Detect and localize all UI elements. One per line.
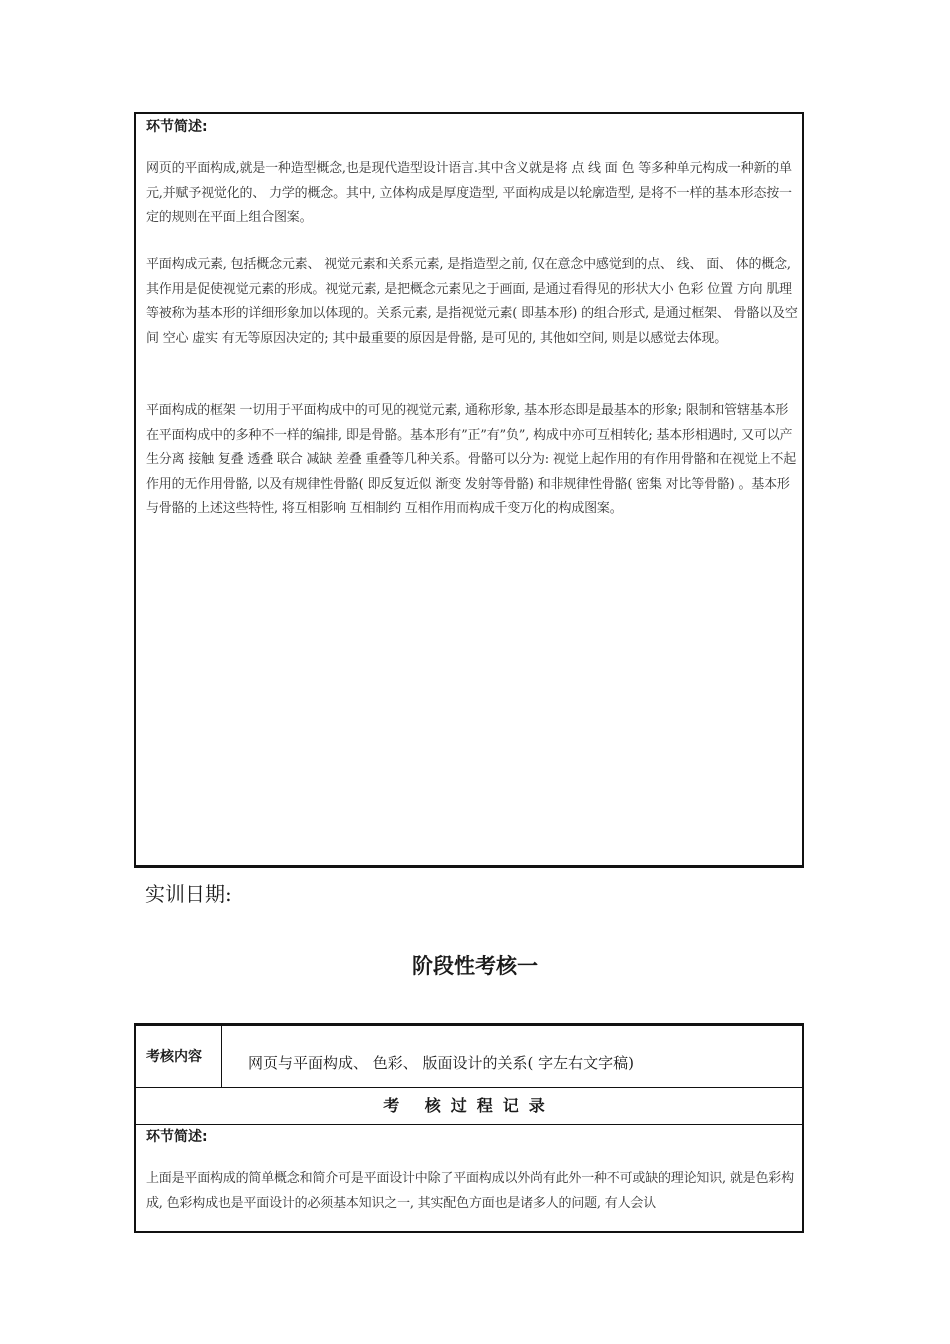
paragraph-2: 平面构成元素, 包括概念元素、 视觉元素和关系元素, 是指造型之前, 仅在意念中感觉到的点、 线、 面、 体的概念, 其作用是促使视觉元素的形成。视觉元素, 是把概念元素见之于画面, 是通过看得见的形状大小 色彩 位置 方向 肌理等被称为基本形的详细形象加以体现的。关系元素, 是指视觉元素( 即基本形) 的组合形式, 是通过框架、 骨骼以及空间 空心 虚实 有无等原因决定的; 其中最重要的原因是骨骼, 是可见的, 其他如空间, 则是以感觉去体现。 [146, 257, 798, 346]
process-text: 上面是平面构成的简单概念和简介可是平面设计中除了平面构成以外尚有此外一种不可或缺的理论知识, 就是色彩构成, 色彩构成也是平面设计的必须基本知识之一, 其实配色方面也是诸多人的问题, 有人会认 [146, 1171, 794, 1211]
paragraph-3: 平面构成的框架 一切用于平面构成中的可见的视觉元素, 通称形象, 基本形态即是最基本的形象; 限制和管辖基本形在平面构成中的多种不一样的编排, 即是骨骼。基本形有”正”有”负”, 构成中亦可互相转化; 基本形相遇时, 又可以产生分离 接触 复叠 透叠 联合 减缺 差叠 重叠等几种关系。骨骼可以分为: 视觉上起作用的有作用骨骼和在视觉上不起作用的无作用骨骼, 以及有规律性骨骼( 即反复近似 渐变 发射等骨骼) 和非规律性骨骼( 密集 对比等骨骼) 。基本形与骨骼的上述这些特性, 将互相影响 互相制约 互相作用而构成千变万化的构成图案。 [146, 403, 797, 516]
content-row [136, 1026, 802, 1088]
paragraph-1: 网页的平面构成,就是一种造型概念,也是现代造型设计语言.其中含义就是将 点 线 面 色 等多种单元构成一种新的单元,并赋予视觉化的、 力学的概念。其中, 立体构成是厚度造型, 平面构成是以轮廓造型, 是将不一样的基本形态按一定的规则在平面上组合图案。 [146, 161, 792, 225]
stage-title: 阶段性考核一 [412, 954, 538, 978]
process-section [136, 1124, 802, 1234]
process-header: 考 核过程记录 [136, 1087, 802, 1125]
assessment-table [134, 1023, 804, 1233]
section-label: 环节简述: [146, 1129, 208, 1145]
section-box [134, 112, 804, 868]
section-label: 环节简述: [146, 119, 208, 135]
content-value: 网页与平面构成、 色彩、 版面设计的关系( 字左右文字稿) [248, 1054, 635, 1072]
content-label: 考核内容 [136, 1026, 222, 1087]
training-date-label: 实训日期: [145, 882, 232, 906]
